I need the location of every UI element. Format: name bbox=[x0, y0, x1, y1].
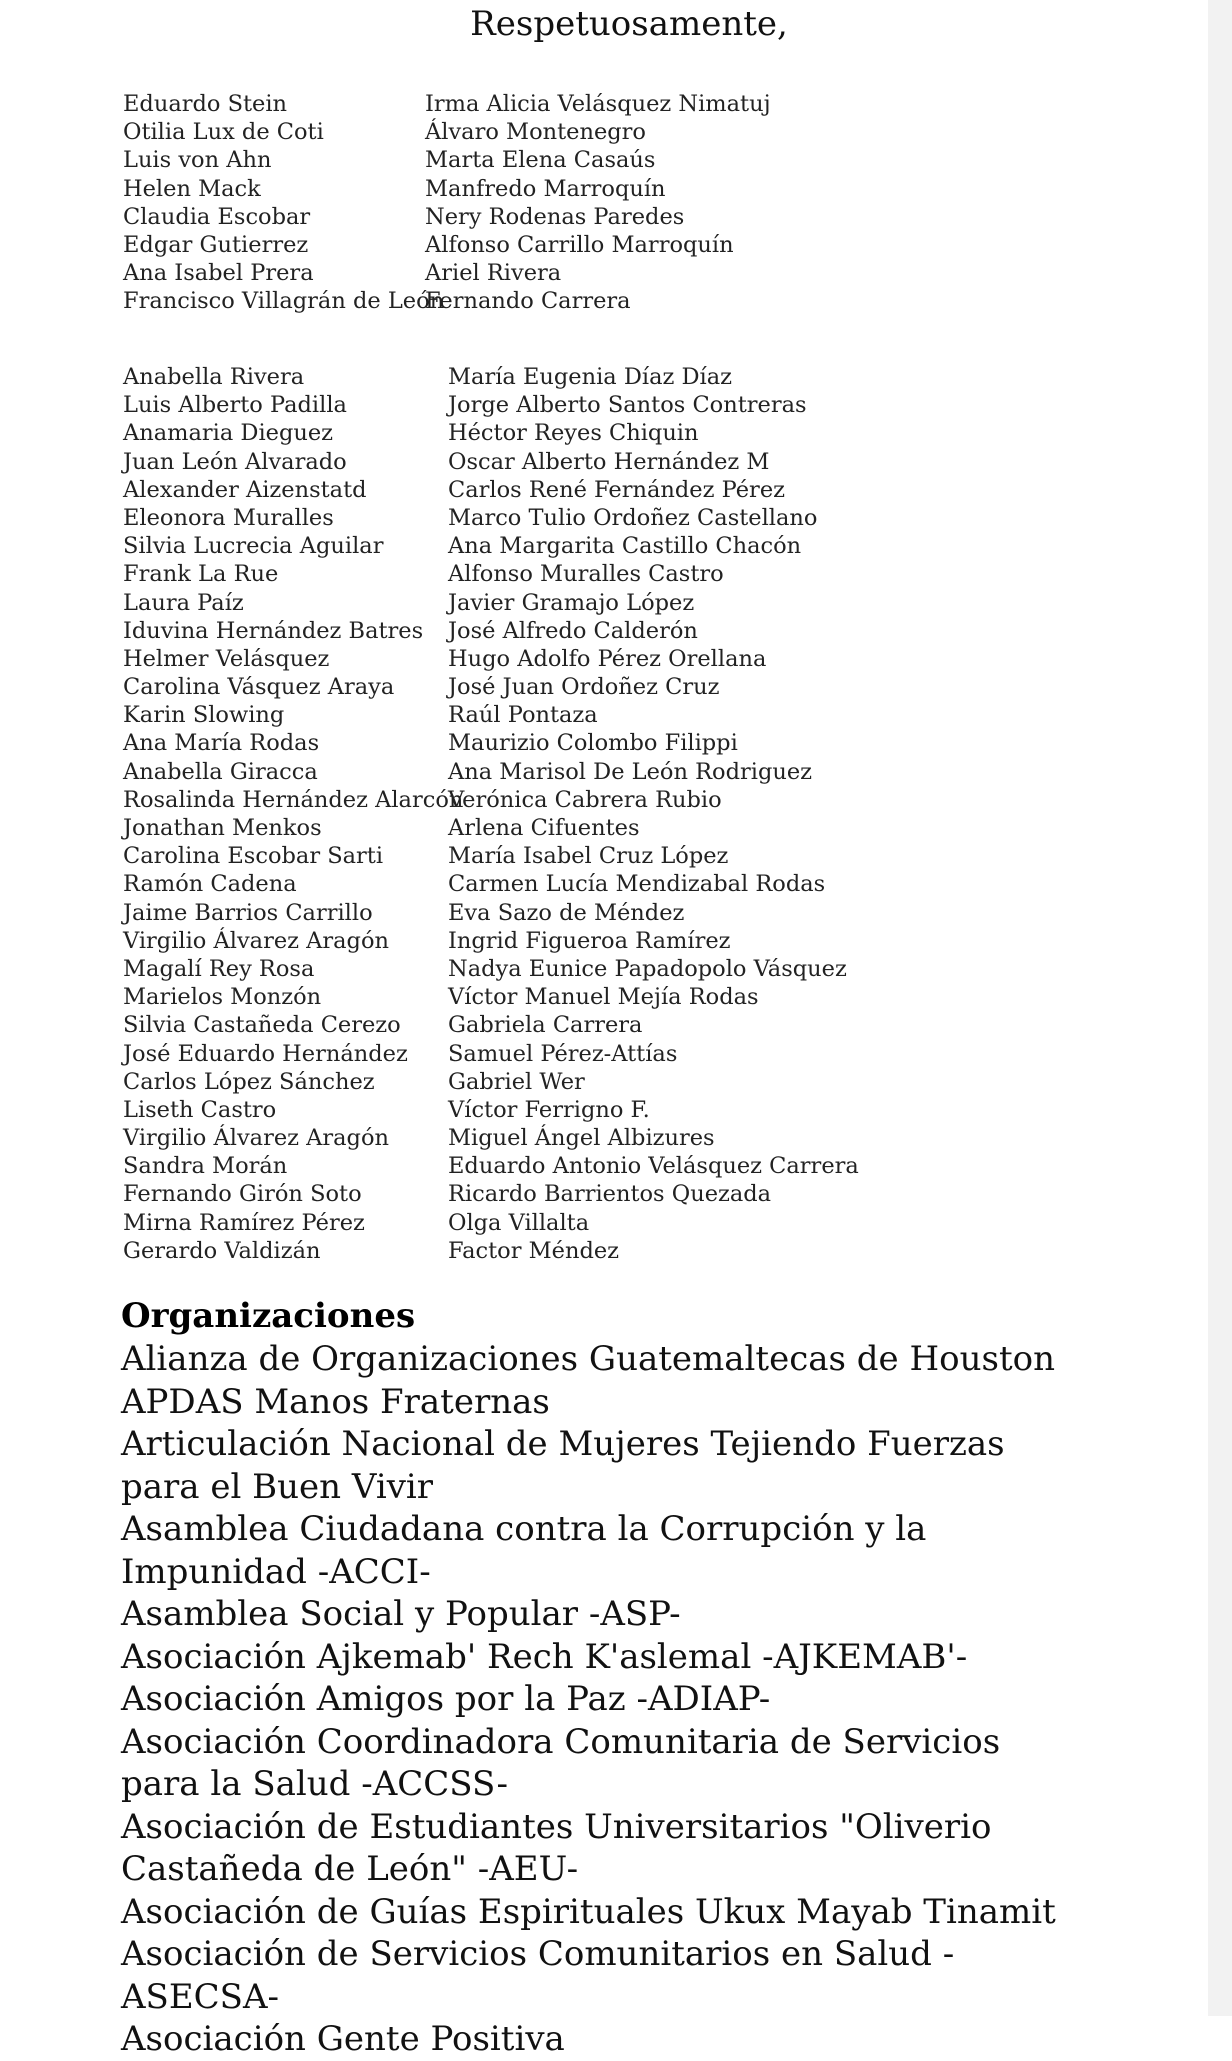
signatory: Javier Gramajo López bbox=[448, 589, 695, 616]
signatory: Rosalinda Hernández Alarcón bbox=[123, 786, 464, 813]
organization-item: Asociación Amigos por la Paz -ADIAP- bbox=[121, 1679, 771, 1719]
signatory: Mirna Ramírez Pérez bbox=[123, 1209, 365, 1236]
signatory: Iduvina Hernández Batres bbox=[123, 617, 424, 644]
signatory: Silvia Castañeda Cerezo bbox=[123, 1012, 401, 1039]
signatory: Arlena Cifuentes bbox=[448, 815, 640, 841]
signatory: Oscar Alberto Hernández M bbox=[448, 448, 770, 475]
signatory: Ariel Rivera bbox=[425, 260, 562, 287]
signatory: Helmer Velásquez bbox=[123, 645, 330, 672]
organization-item: Articulación Nacional de Mujeres Tejiendo Fuerzas para el Buen Vivir bbox=[121, 1424, 1005, 1507]
signatory: Jonathan Menkos bbox=[123, 815, 322, 841]
signatories-group-2 bbox=[123, 363, 859, 1265]
signatory: Factor Méndez bbox=[448, 1237, 620, 1264]
organization-item: Asociación de Estudiantes Universitarios "Oliverio Castañeda de León" -AEU- bbox=[121, 1806, 992, 1889]
signatory: Olga Villalta bbox=[448, 1209, 590, 1236]
organization-item: APDAS Manos Fraternas bbox=[121, 1381, 550, 1422]
signatory: Ana Isabel Prera bbox=[123, 260, 314, 287]
signatory: Jaime Barrios Carrillo bbox=[123, 899, 373, 926]
signatory: Eleonora Muralles bbox=[123, 504, 334, 531]
signatory: Raúl Pontaza bbox=[448, 702, 598, 729]
signatory: Ana Marisol De León Rodriguez bbox=[448, 758, 813, 785]
organization-item: Asociación de Guías Espirituales Ukux Mayab Tinamit bbox=[121, 1891, 1056, 1932]
signatory: Carlos René Fernández Pérez bbox=[448, 476, 785, 503]
organization-item: Asamblea Social y Popular -ASP- bbox=[121, 1594, 681, 1634]
signatory: José Juan Ordoñez Cruz bbox=[448, 674, 720, 701]
signatory: Luis von Ahn bbox=[123, 147, 272, 174]
signatory: Héctor Reyes Chiquin bbox=[448, 420, 699, 447]
signatory: Carolina Escobar Sarti bbox=[123, 843, 384, 870]
signatory: Irma Alicia Velásquez Nimatuj bbox=[425, 91, 771, 117]
signatory: Alexander Aizenstatd bbox=[123, 476, 367, 503]
signatory: Carlos López Sánchez bbox=[123, 1068, 375, 1095]
signatory: Eva Sazo de Méndez bbox=[448, 899, 685, 926]
signatory: Virgilio Álvarez Aragón bbox=[123, 1125, 390, 1152]
signatory: Sandra Morán bbox=[123, 1153, 288, 1180]
signatories-group-1 bbox=[123, 90, 771, 316]
signatories-group-2-right-column bbox=[448, 363, 859, 1265]
signatory: Otilia Lux de Coti bbox=[123, 119, 324, 146]
signatory: Hugo Adolfo Pérez Orellana bbox=[448, 645, 767, 672]
signatory: Virgilio Álvarez Aragón bbox=[123, 927, 390, 954]
signatory: Verónica Cabrera Rubio bbox=[448, 786, 722, 813]
signatory: Eduardo Stein bbox=[123, 91, 288, 117]
signatory: Jorge Alberto Santos Contreras bbox=[448, 392, 807, 419]
signatory: Gabriela Carrera bbox=[448, 1012, 643, 1039]
signatory: Edgar Gutierrez bbox=[123, 231, 309, 258]
organization-item: Asamblea Ciudadana contra la Corrupción y la Impunidad -ACCI- bbox=[121, 1509, 927, 1592]
signatory: Nery Rodenas Paredes bbox=[425, 203, 685, 230]
organization-item: Asociación Coordinadora Comunitaria de Servicios para la Salud -ACCSS- bbox=[121, 1721, 1001, 1804]
signatory: Maurizio Colombo Filippi bbox=[448, 730, 738, 757]
signatory: Manfredo Marroquín bbox=[425, 175, 666, 202]
signatory: Francisco Villagrán de León bbox=[123, 288, 445, 315]
signatory: Anabella Giracca bbox=[123, 758, 318, 785]
signatories-group-1-right-column bbox=[425, 90, 771, 316]
scrollbar-track[interactable] bbox=[1208, 0, 1232, 2016]
signatory: Magalí Rey Rosa bbox=[123, 955, 315, 982]
signatory: Marco Tulio Ordoñez Castellano bbox=[448, 504, 818, 531]
signatory: Anabella Rivera bbox=[123, 364, 305, 390]
signatory: Gabriel Wer bbox=[448, 1068, 585, 1095]
signatory: Fernando Carrera bbox=[425, 288, 631, 315]
signatory: Anamaria Dieguez bbox=[123, 420, 334, 447]
signatory: María Isabel Cruz López bbox=[448, 843, 729, 870]
organization-item: Asociación Ajkemab' Rech K'aslemal -AJKEMAB'- bbox=[121, 1636, 968, 1677]
signatory: Helen Mack bbox=[123, 175, 261, 202]
signatory: Karin Slowing bbox=[123, 702, 285, 729]
signatory: Liseth Castro bbox=[123, 1096, 277, 1123]
signatory: Alfonso Carrillo Marroquín bbox=[425, 231, 734, 258]
signatory: José Alfredo Calderón bbox=[448, 617, 698, 644]
signatory: Ramón Cadena bbox=[123, 871, 297, 898]
signatory: Luis Alberto Padilla bbox=[123, 392, 347, 419]
signatory: José Eduardo Hernández bbox=[123, 1040, 408, 1067]
signatory: Ricardo Barrientos Quezada bbox=[448, 1181, 772, 1208]
signatory: Marta Elena Casaús bbox=[425, 147, 656, 174]
signatory: Samuel Pérez-Attías bbox=[448, 1040, 678, 1067]
signatory: Nadya Eunice Papadopolo Vásquez bbox=[448, 955, 847, 982]
organizations-heading: Organizaciones bbox=[121, 1296, 416, 1336]
signatory: Juan León Alvarado bbox=[123, 448, 347, 475]
signatory: Marielos Monzón bbox=[123, 984, 322, 1011]
signatory: María Eugenia Díaz Díaz bbox=[448, 364, 733, 390]
signatory: Frank La Rue bbox=[123, 561, 279, 588]
signatory: Víctor Manuel Mejía Rodas bbox=[448, 984, 759, 1011]
signatory: Carolina Vásquez Araya bbox=[123, 674, 395, 701]
organizations-list bbox=[121, 1338, 1081, 2061]
signatory: Alfonso Muralles Castro bbox=[448, 561, 724, 588]
signatory: Ana María Rodas bbox=[123, 730, 320, 757]
organization-item: Asociación de Servicios Comunitarios en Salud -ASECSA- bbox=[121, 1934, 955, 2017]
organization-item: Alianza de Organizaciones Guatemaltecas de Houston bbox=[121, 1339, 1055, 1379]
signatory: Álvaro Montenegro bbox=[425, 119, 646, 146]
organization-item: Asociación Gente Positiva bbox=[121, 2019, 565, 2059]
signatory: Miguel Ángel Albizures bbox=[448, 1125, 715, 1152]
signatory: Claudia Escobar bbox=[123, 203, 311, 230]
signatory: Eduardo Antonio Velásquez Carrera bbox=[448, 1153, 859, 1180]
closing-greeting: Respetuosamente, bbox=[470, 4, 788, 44]
signatory: Carmen Lucía Mendizabal Rodas bbox=[448, 871, 826, 898]
signatory: Laura Paíz bbox=[123, 589, 244, 616]
signatory: Ana Margarita Castillo Chacón bbox=[448, 533, 802, 560]
signatory: Víctor Ferrigno F. bbox=[448, 1096, 650, 1123]
signatory: Fernando Girón Soto bbox=[123, 1181, 362, 1208]
signatory: Ingrid Figueroa Ramírez bbox=[448, 927, 731, 954]
signatory: Gerardo Valdizán bbox=[123, 1237, 321, 1264]
signatory: Silvia Lucrecia Aguilar bbox=[123, 533, 384, 560]
